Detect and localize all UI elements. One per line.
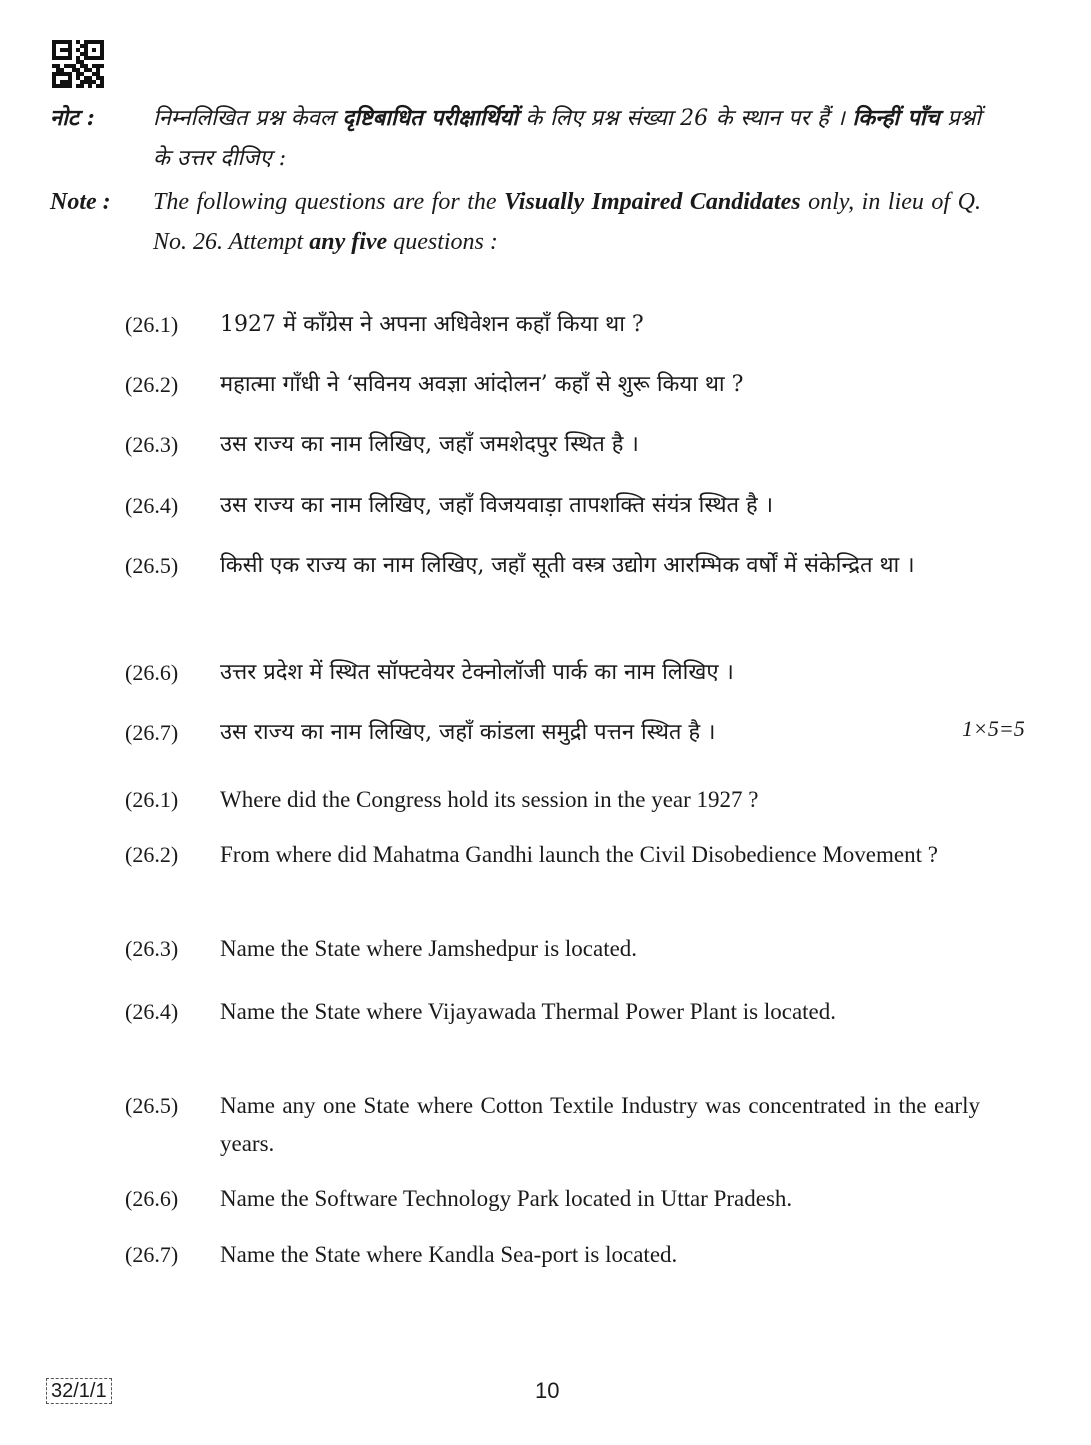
note-label: Note : bbox=[50, 189, 111, 215]
note-label: नोट : bbox=[50, 105, 95, 131]
page-number: 10 bbox=[535, 1378, 560, 1403]
note-english bbox=[50, 182, 990, 264]
qr-code bbox=[52, 40, 104, 88]
note-hindi bbox=[50, 98, 990, 180]
note-text: निम्नलिखित प्रश्न केवल दृष्टिबाधित परीक्षार्थियों के लिए प्रश्न संख्या 26 के स्थान पर हैं । किन्हीं पाँच प्रश्नों के उत्तर दीजिए : bbox=[153, 105, 981, 171]
note-text: The following questions are for the Visually Impaired Candidates only, in lieu of Q. No. 26. Attempt any five questions : bbox=[153, 189, 981, 255]
paper-code: 32/1/1 bbox=[46, 1378, 112, 1404]
marks: 1×5=5 bbox=[962, 716, 1025, 741]
